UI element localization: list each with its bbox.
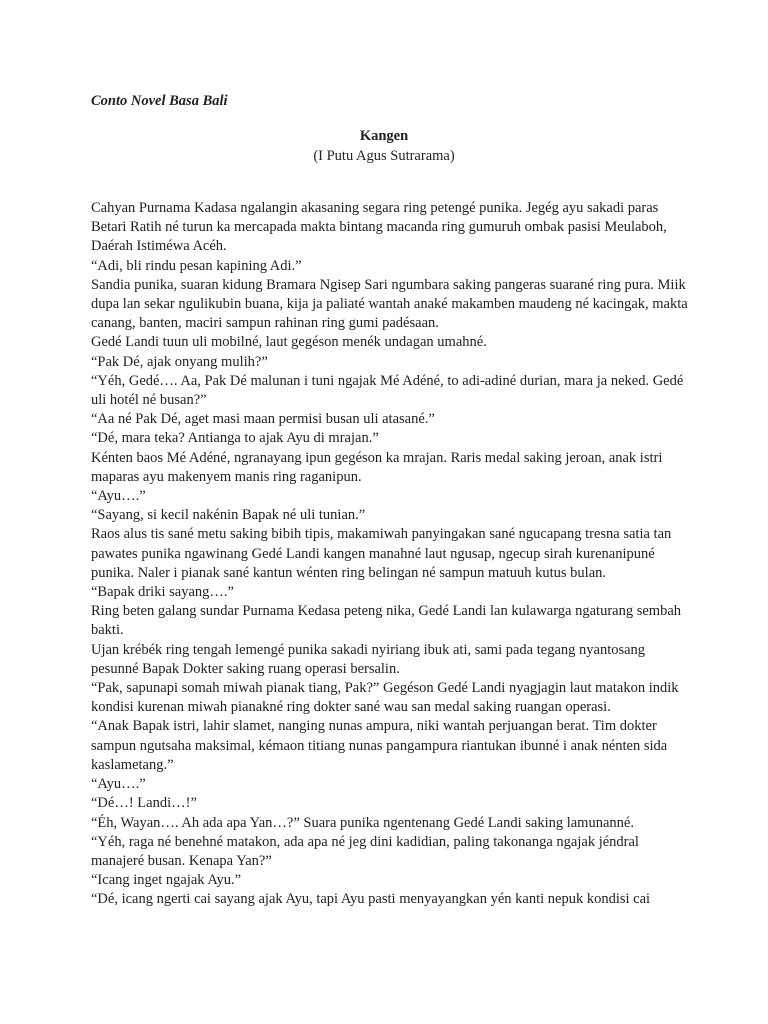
paragraph: Cahyan Purnama Kadasa ngalangin akasaning segara ring petengé punika. Jegég ayu sakadi paras Betari Ratih né turun ka mercapada makta bintang macanda ring gumuruh ombak pasisi Meulaboh, Daérah Istiméwa Acéh. bbox=[91, 200, 667, 255]
paragraph: “Pak, sapunapi somah miwah pianak tiang, Pak?” Gegéson Gedé Landi nyagjagin laut matakon indik kondisi kurenan miwah pianakné ring dokter sané wau san medal saking ruangan operasi. bbox=[91, 680, 679, 716]
paragraph: Raos alus tis sané metu saking bibih tipis, makamiwah panyingakan sané ngucapang tresna satia tan pawates punika ngawinang Gedé Landi kangen manahné laut ngusap, ngecup sirah kurenanipuné punika. Naler i pianak sané kantun wénten ring belingan né sampun matuuh kutus bulan. bbox=[91, 526, 672, 581]
paragraph: Ring beten galang sundar Purnama Kedasa peteng nika, Gedé Landi lan kulawarga ngaturang sembah bakti. bbox=[91, 603, 682, 639]
paragraph: “Dé, mara teka? Antianga to ajak Ayu di mrajan.” bbox=[91, 430, 379, 447]
paragraph: “Pak Dé, ajak onyang mulih?” bbox=[91, 353, 268, 370]
paragraph: “Bapak driki sayang….” bbox=[91, 584, 234, 601]
paragraph: “Anak Bapak istri, lahir slamet, nanging nunas ampura, niki wantah perjuangan berat. Tim dokter sampun ngutsaha maksimal, kémaon titiang nunas pangampura riantukan ibunné i anak nénten sida kaslametang.” bbox=[91, 718, 668, 773]
paragraph: Ujan krébék ring tengah lemengé punika sakadi nyiriang ibuk ati, sami pada tegang nyantosang pesunné Bapak Dokter saking ruang operasi bersalin. bbox=[91, 641, 646, 677]
paragraph: Sandia punika, suaran kidung Bramara Ngisep Sari ngumbara saking pangeras suarané ring pura. Miik dupa lan sekar ngulikubin buana, kija ja paliaté wantah anaké makamben maudeng né kacingak, makta canang, banten, maciri sampun rahinan ring gumi padésaan. bbox=[91, 276, 688, 332]
paragraph: “Sayang, si kecil nakénin Bapak né uli tunian.” bbox=[91, 507, 366, 524]
story-title: Kangen bbox=[359, 128, 409, 144]
paragraph: Kénten baos Mé Adéné, ngranayang ipun gegéson ka mrajan. Raris medal saking jeroan, anak istri maparas ayu makenyem manis ring raganipun. bbox=[91, 449, 663, 485]
paragraph: “Yéh, raga né benehné matakon, ada apa né jeg dini kadidian, paling takonanga ngajak jéndral manajeré busan. Kenapa Yan?” bbox=[91, 833, 639, 869]
document-label: Conto Novel Basa Bali bbox=[91, 93, 228, 109]
paragraph: “Yéh, Gedé…. Aa, Pak Dé malunan i tuni ngajak Mé Adéné, to adi-adiné durian, mara ja neked. Gedé uli hotél né busan?” bbox=[91, 372, 684, 409]
paragraph: “Icang inget ngajak Ayu.” bbox=[91, 872, 242, 889]
paragraph: “Aa né Pak Dé, aget masi maan permisi busan uli atasané.” bbox=[91, 411, 435, 428]
paragraph: “Éh, Wayan…. Ah ada apa Yan…?” Suara punika ngentenang Gedé Landi saking lamunanné. bbox=[91, 814, 634, 831]
story-body bbox=[91, 199, 691, 910]
paragraph: Gedé Landi tuun uli mobilné, laut gegéson menék undagan umahné. bbox=[91, 334, 487, 351]
paragraph: “Adi, bli rindu pesan kapining Adi.” bbox=[91, 257, 302, 274]
paragraph: “Ayu….” bbox=[91, 776, 146, 793]
story-author: (I Putu Agus Sutrarama) bbox=[313, 148, 455, 164]
paragraph: “Dé…! Landi…!” bbox=[91, 795, 197, 812]
paragraph: “Dé, icang ngerti cai sayang ajak Ayu, tapi Ayu pasti menyayangkan yén kanti nepuk kondisi cai bbox=[91, 891, 651, 908]
paragraph: “Ayu….” bbox=[91, 488, 146, 505]
